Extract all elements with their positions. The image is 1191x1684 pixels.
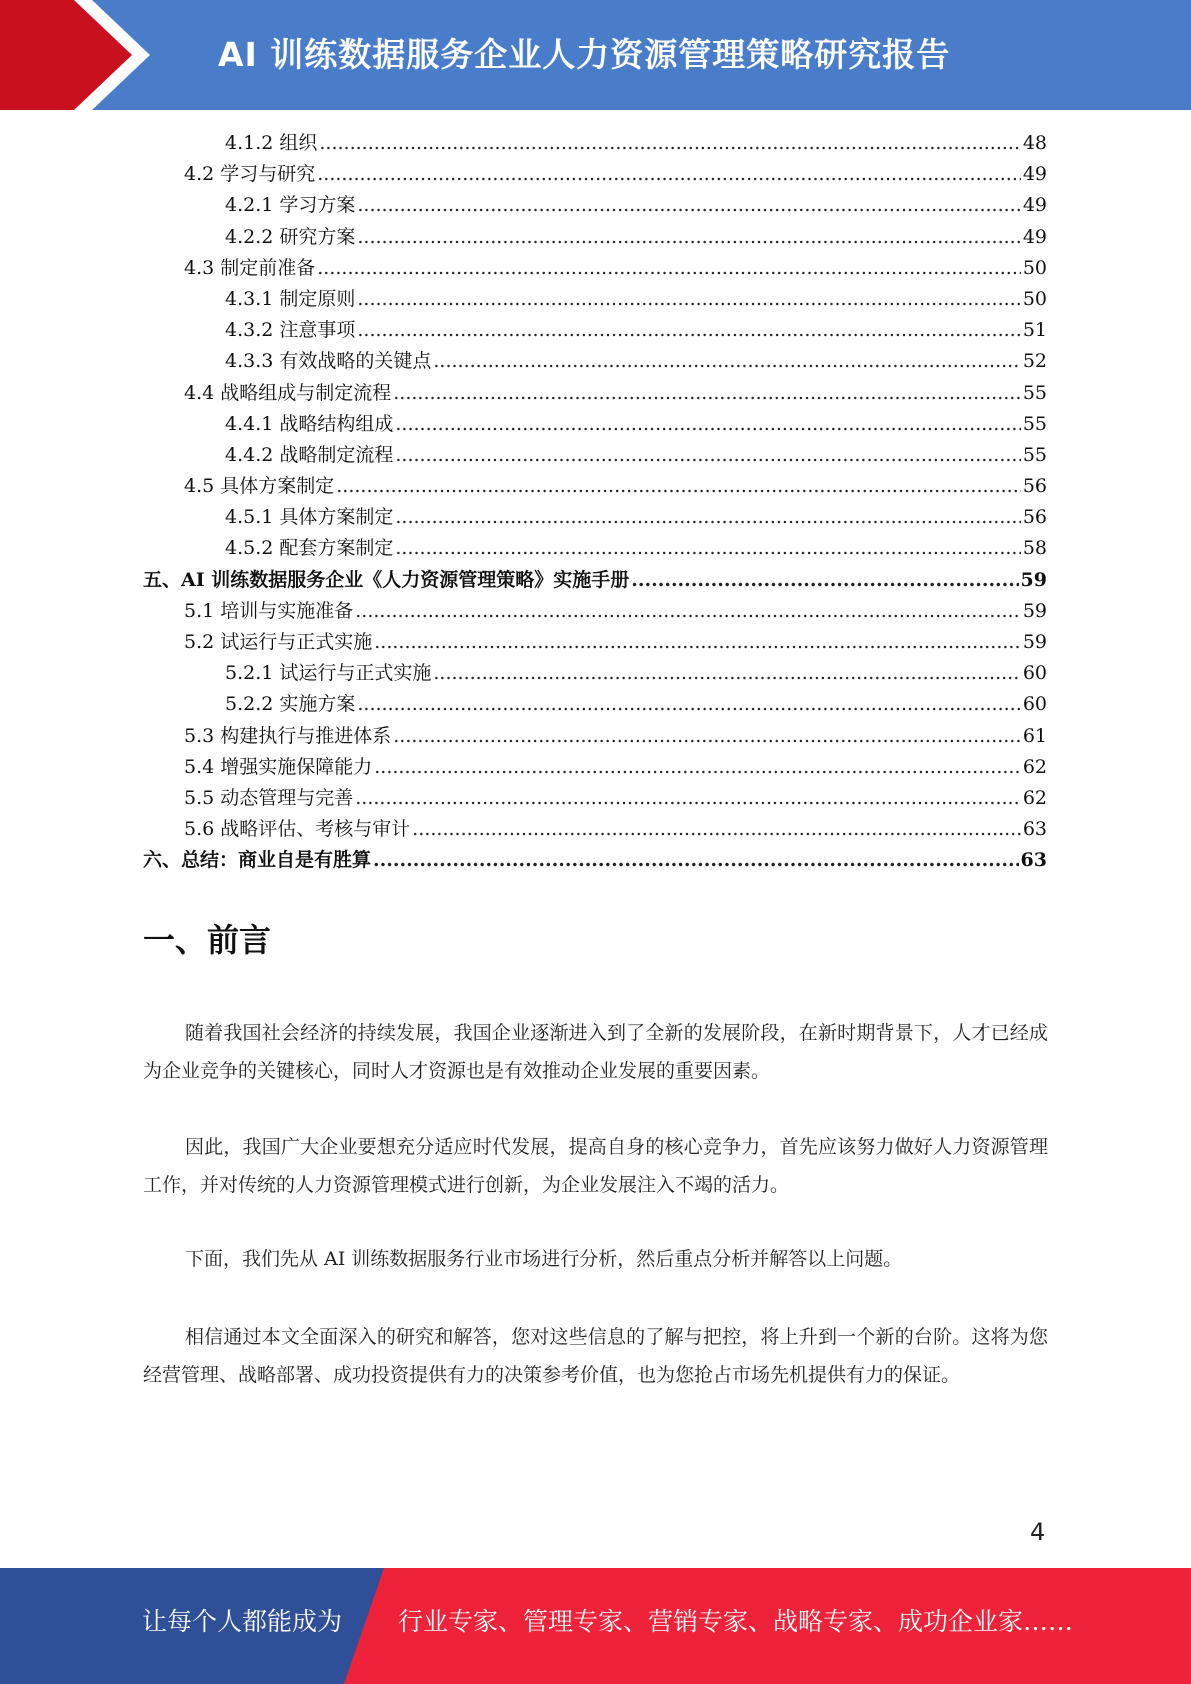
toc-dot-leader <box>357 222 1020 253</box>
toc-dot-leader <box>355 783 1021 814</box>
toc-entry-page: 52 <box>1022 350 1047 373</box>
toc-entry-page: 63 <box>1020 849 1047 872</box>
toc-dot-leader <box>412 814 1021 845</box>
toc-entry[interactable] <box>143 502 1047 533</box>
toc-entry[interactable] <box>143 471 1047 502</box>
paragraph-1 <box>143 1014 1048 1090</box>
toc-entry[interactable] <box>143 752 1047 783</box>
paragraph-text: 随着我国社会经济的持续发展，我国企业逐渐进入到了全新的发展阶段，在新时期背景下，人才已经成为企业竞争的关键核心，同时人才资源也是有效推动企业发展的重要因素。 <box>143 1022 1048 1082</box>
toc-entry-label: 4.4 战略组成与制定流程 <box>184 381 392 404</box>
toc-entry-label: 五、AI 训练数据服务企业《人力资源管理策略》实施手册 <box>143 568 630 591</box>
toc-entry-label: 4.5.2 配套方案制定 <box>225 537 394 560</box>
toc-entry-label: 4.3.3 有效战略的关键点 <box>225 350 432 373</box>
toc-entry-page: 58 <box>1022 537 1047 560</box>
toc-entry-page: 49 <box>1022 163 1047 186</box>
toc-entry-label: 5.2 试运行与正式实施 <box>184 631 373 653</box>
toc-entry-label: 4.5 具体方案制定 <box>184 475 335 498</box>
footer-slogan-left: 让每个人都能成为 <box>142 1607 343 1636</box>
toc-entry-label: 4.2.2 研究方案 <box>225 225 356 248</box>
toc-entry-page: 50 <box>1022 287 1047 310</box>
paragraph-2 <box>143 1128 1048 1204</box>
toc-entry[interactable] <box>143 190 1047 221</box>
toc-entry-label: 5.5 动态管理与完善 <box>184 786 354 809</box>
toc-entry-page: 62 <box>1022 786 1047 809</box>
toc-entry-page: 60 <box>1022 662 1047 685</box>
toc-entry[interactable] <box>143 533 1047 564</box>
toc-dot-leader <box>374 627 1021 658</box>
toc-entry[interactable] <box>143 783 1047 814</box>
toc-entry-label: 4.3.2 注意事项 <box>225 319 356 342</box>
toc-dot-leader <box>393 378 1021 409</box>
toc-entry-label: 5.2.2 实施方案 <box>225 693 356 716</box>
toc-dot-leader <box>357 284 1020 315</box>
toc-entry-page: 59 <box>1022 599 1047 622</box>
toc-entry-label: 5.6 战略评估、考核与审计 <box>184 818 411 841</box>
toc-dot-leader <box>374 752 1021 783</box>
toc-entry[interactable] <box>143 440 1047 471</box>
toc-entry[interactable] <box>143 409 1047 440</box>
toc-entry-label: 5.4 增强实施保障能力 <box>184 755 373 778</box>
toc-entry-page: 48 <box>1022 132 1047 154</box>
toc-entry-page: 55 <box>1022 381 1047 404</box>
toc-dot-leader <box>631 565 1018 596</box>
toc-entry-page: 55 <box>1022 412 1047 435</box>
toc-entry-label: 4.2 学习与研究 <box>184 163 316 186</box>
toc-entry[interactable] <box>143 845 1047 876</box>
footer-banner <box>0 1568 1191 1684</box>
toc-entry-label: 4.3.1 制定原则 <box>225 287 356 310</box>
toc-entry-page: 56 <box>1022 475 1047 498</box>
toc-entry-page: 61 <box>1022 724 1047 747</box>
toc-entry-label: 4.4.2 战略制定流程 <box>225 443 394 466</box>
toc-entry[interactable] <box>143 689 1047 720</box>
toc-dot-leader <box>317 253 1021 284</box>
paragraph-3 <box>143 1240 1048 1278</box>
toc-entry-label: 5.1 培训与实施准备 <box>184 599 354 622</box>
section-heading: 一、前言 <box>143 921 272 959</box>
paragraph-text: 相信通过本文全面深入的研究和解答，您对这些信息的了解与把控，将上升到一个新的台阶。这将为您经营管理、战略部署、成功投资提供有力的决策参考价值，也为您抢占市场先机提供有力的保证。 <box>143 1326 1048 1386</box>
toc-entry-label: 4.3 制定前准备 <box>184 256 316 279</box>
toc-entry[interactable] <box>143 315 1047 346</box>
footer-slogan-right: 行业专家、管理专家、营销专家、战略专家、成功企业家…… <box>398 1607 1074 1636</box>
toc-dot-leader <box>357 315 1020 346</box>
toc-dot-leader <box>373 845 1019 876</box>
toc-entry-page: 59 <box>1022 631 1047 653</box>
toc-entry[interactable] <box>143 596 1047 627</box>
toc-entry[interactable] <box>143 253 1047 284</box>
toc-entry[interactable] <box>143 128 1047 159</box>
toc-dot-leader <box>395 440 1020 471</box>
table-of-contents <box>143 128 1047 877</box>
toc-entry[interactable] <box>143 378 1047 409</box>
toc-dot-leader <box>336 471 1021 502</box>
toc-entry-label: 4.1.2 组织 <box>225 132 318 154</box>
toc-dot-leader <box>317 159 1021 190</box>
toc-entry-page: 51 <box>1022 319 1047 342</box>
toc-dot-leader <box>395 502 1020 533</box>
toc-entry[interactable] <box>143 346 1047 377</box>
toc-entry-page: 62 <box>1022 755 1047 778</box>
toc-dot-leader <box>355 596 1021 627</box>
toc-entry-page: 50 <box>1022 256 1047 279</box>
toc-dot-leader <box>393 721 1021 752</box>
toc-entry-label: 5.3 构建执行与推进体系 <box>184 724 392 747</box>
paragraph-4 <box>143 1318 1048 1394</box>
toc-entry[interactable] <box>143 159 1047 190</box>
toc-entry[interactable] <box>143 565 1047 596</box>
toc-entry[interactable] <box>143 222 1047 253</box>
paragraph-text: 因此，我国广大企业要想充分适应时代发展，提高自身的核心竞争力，首先应该努力做好人力资源管理工作，并对传统的人力资源管理模式进行创新，为企业发展注入不竭的活力。 <box>143 1136 1048 1196</box>
toc-dot-leader <box>395 533 1020 564</box>
toc-entry[interactable] <box>143 658 1047 689</box>
toc-entry[interactable] <box>143 814 1047 845</box>
toc-dot-leader <box>395 409 1020 440</box>
page-number: 4 <box>1030 1518 1046 1546</box>
document-title: AI 训练数据服务企业人力资源管理策略研究报告 <box>218 35 951 74</box>
toc-entry-label: 5.2.1 试运行与正式实施 <box>225 662 432 685</box>
toc-entry-page: 49 <box>1022 194 1047 217</box>
toc-dot-leader <box>433 658 1020 689</box>
toc-entry-label: 4.5.1 具体方案制定 <box>225 506 394 529</box>
toc-entry[interactable] <box>143 721 1047 752</box>
toc-entry-label: 4.2.1 学习方案 <box>225 194 356 217</box>
toc-dot-leader <box>357 689 1020 720</box>
toc-entry-page: 56 <box>1022 506 1047 529</box>
toc-entry-page: 59 <box>1020 568 1047 591</box>
toc-entry-label: 六、总结：商业自是有胜算 <box>143 849 372 872</box>
toc-entry-page: 60 <box>1022 693 1047 716</box>
toc-entry-page: 49 <box>1022 225 1047 248</box>
toc-dot-leader <box>357 190 1020 221</box>
paragraph-text: 下面，我们先从 AI 训练数据服务行业市场进行分析，然后重点分析并解答以上问题。 <box>185 1248 903 1270</box>
toc-entry-page: 63 <box>1022 818 1047 841</box>
toc-dot-leader <box>433 346 1020 377</box>
toc-entry-label: 4.4.1 战略结构组成 <box>225 412 394 435</box>
toc-dot-leader <box>319 128 1020 159</box>
toc-entry[interactable] <box>143 627 1047 658</box>
header-banner <box>0 0 1191 110</box>
toc-entry[interactable] <box>143 284 1047 315</box>
toc-entry-page: 55 <box>1022 443 1047 466</box>
